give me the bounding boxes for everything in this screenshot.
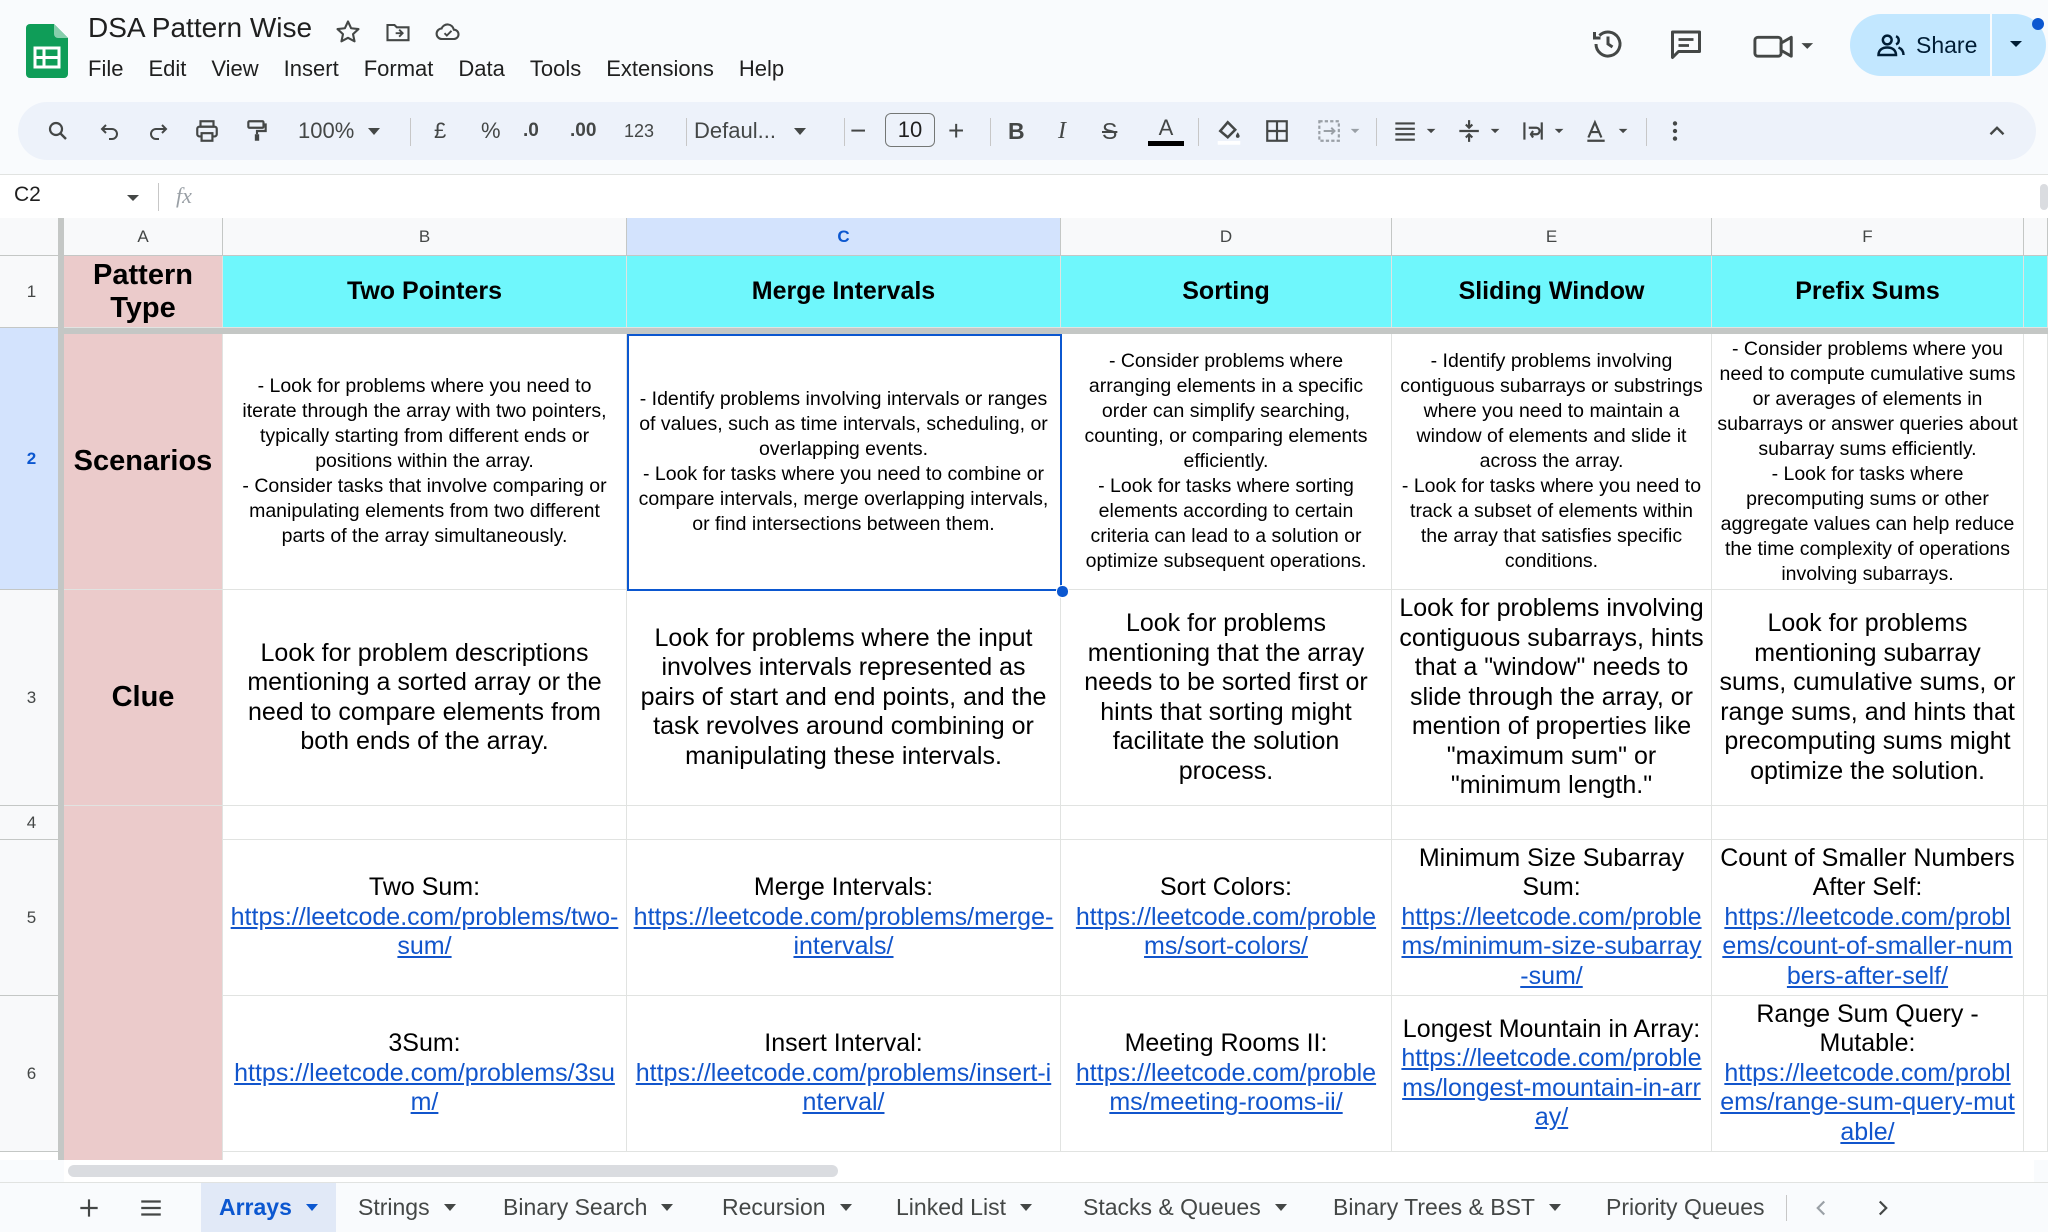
- problem-merge-intervals[interactable]: [627, 840, 1061, 996]
- problem-name: Two Sum:: [368, 873, 481, 902]
- header-prefix-sums[interactable]: Prefix Sums: [1712, 256, 2024, 328]
- clue-two-pointers[interactable]: Look for problem descriptions mentioning a sorted array or the need to compare elements from both ends of the array.: [223, 590, 627, 806]
- menu-extensions[interactable]: Extensions: [606, 56, 714, 81]
- empty-cell[interactable]: [2024, 334, 2048, 590]
- name-box[interactable]: [14, 183, 41, 207]
- menu-tools[interactable]: Tools: [529, 56, 582, 81]
- chevron-down-icon: [306, 1204, 318, 1211]
- tab-strings[interactable]: [358, 1183, 456, 1232]
- menu-help[interactable]: Help: [738, 56, 785, 81]
- row-header-4[interactable]: 4: [0, 806, 64, 840]
- problem-link[interactable]: https://leetcode.com/problems/count-of-smaller-numbers-after-self/: [1722, 902, 2013, 990]
- vertical-scrollbar[interactable]: [2040, 184, 2048, 210]
- bold-button[interactable]: B: [1008, 117, 1025, 144]
- all-sheets-icon[interactable]: [138, 1195, 164, 1221]
- empty-cell[interactable]: [1392, 806, 1712, 840]
- share-button[interactable]: [1850, 14, 2046, 76]
- undo-icon[interactable]: [98, 119, 122, 143]
- chevron-down-icon: [1275, 1204, 1287, 1211]
- clue-merge-intervals[interactable]: Look for problems where the input involves intervals represented as pairs of start and end points, and the task revolves around combining or manipulating these intervals.: [627, 590, 1061, 806]
- problem-name: 3Sum:: [388, 1029, 461, 1058]
- format-currency-button[interactable]: £: [434, 118, 447, 143]
- column-header-f[interactable]: F: [1712, 218, 2024, 256]
- tab-label: Binary Search: [503, 1194, 648, 1220]
- cloud-status-icon[interactable]: [434, 18, 462, 46]
- chevron-down-icon: [444, 1204, 456, 1211]
- font-value: Defaul...: [694, 118, 776, 143]
- chevron-down-icon: [840, 1204, 852, 1211]
- scenario-sorting[interactable]: - Consider problems where arranging elements in a specific order can simplify searching, counting, or comparing elements efficiently. - Look for tasks where sorting elements according to certain criteria can lead to a solution or optimize subsequent operations.: [1061, 334, 1392, 590]
- strikethrough-button[interactable]: S: [1102, 117, 1118, 144]
- vertical-align-icon[interactable]: [1456, 118, 1506, 144]
- more-formats-button[interactable]: 123: [624, 120, 655, 141]
- meet-icon[interactable]: [1752, 28, 1816, 64]
- select-all-corner[interactable]: [0, 218, 64, 256]
- decrease-decimal-button[interactable]: .0: [523, 120, 539, 141]
- empty-cell[interactable]: [2024, 806, 2048, 840]
- column-header-d[interactable]: D: [1061, 218, 1392, 256]
- problem-count-of-smaller-numbers[interactable]: [1712, 840, 2024, 996]
- problem-minimum-size-subarray-sum[interactable]: [1392, 840, 1712, 996]
- increase-decimal-button[interactable]: .00: [570, 120, 597, 141]
- horizontal-scrollbar[interactable]: [64, 1160, 2034, 1182]
- problem-name: Insert Interval:: [764, 1029, 923, 1058]
- empty-label-cell[interactable]: [64, 806, 223, 840]
- chevron-down-icon: [794, 128, 806, 135]
- text-rotation-icon[interactable]: [1584, 118, 1634, 144]
- scenario-prefix-sums[interactable]: - Consider problems where you need to compute cumulative sums or averages of elements in subarrays or answer queries about subarray sums efficiently. - Look for tasks where precomputing sums or other aggregate values can help reduce the time complexity of operations involving subarrays.: [1712, 334, 2024, 590]
- font-select[interactable]: [694, 102, 806, 160]
- empty-cell[interactable]: [2024, 840, 2048, 996]
- problem-link[interactable]: https://leetcode.com/problems/range-sum-query-mutable/: [1720, 1058, 2015, 1146]
- tab-label: Linked List: [896, 1194, 1006, 1220]
- version-history-icon[interactable]: [1590, 26, 1626, 62]
- decrease-font-size-button[interactable]: −: [850, 115, 867, 146]
- empty-cell[interactable]: [2024, 996, 2048, 1152]
- zoom-select[interactable]: [298, 102, 380, 160]
- italic-button[interactable]: I: [1058, 117, 1066, 144]
- empty-cell[interactable]: [2024, 590, 2048, 806]
- format-percent-button[interactable]: %: [481, 118, 501, 143]
- fx-icon: fx: [176, 183, 192, 208]
- chevron-down-icon: [368, 128, 380, 135]
- row-header-2[interactable]: 2: [0, 328, 64, 590]
- clue-prefix-sums[interactable]: Look for problems mentioning subarray sums, cumulative sums, or range sums, and hints that precomputing sums might optimize the solution.: [1712, 590, 2024, 806]
- problem-link[interactable]: https://leetcode.com/problems/meeting-rooms-ii/: [1075, 1058, 1377, 1117]
- scroll-tabs-left-icon[interactable]: [1808, 1195, 1834, 1221]
- tab-linked-list[interactable]: [896, 1183, 1032, 1232]
- problem-name: Sort Colors:: [1160, 873, 1292, 902]
- header-sliding-window[interactable]: Sliding Window: [1392, 256, 1712, 328]
- empty-cell[interactable]: [627, 806, 1061, 840]
- problem-name: Minimum Size Subarray Sum:: [1418, 843, 1685, 902]
- cell-reference: C2: [14, 183, 41, 206]
- problem-longest-mountain[interactable]: [1392, 996, 1712, 1152]
- scroll-tabs-right-icon[interactable]: [1870, 1195, 1896, 1221]
- problem-link[interactable]: https://leetcode.com/problems/two-sum/: [230, 902, 619, 961]
- menu-format[interactable]: Format: [363, 56, 434, 81]
- redo-icon[interactable]: [146, 119, 170, 143]
- horizontal-align-icon[interactable]: [1392, 118, 1442, 144]
- header-overflow-cell[interactable]: [2024, 256, 2048, 328]
- tab-label: Strings: [358, 1194, 430, 1220]
- zoom-value: 100%: [298, 118, 355, 143]
- tab-label: Stacks & Queues: [1083, 1194, 1261, 1220]
- name-box-dropdown-icon[interactable]: [126, 193, 140, 203]
- column-header-c[interactable]: C: [627, 218, 1061, 256]
- collapse-toolbar-icon[interactable]: [1984, 118, 2010, 144]
- tab-label: Recursion: [722, 1194, 826, 1220]
- problem-link[interactable]: https://leetcode.com/problems/3sum/: [234, 1058, 615, 1117]
- search-menus-icon[interactable]: [46, 119, 70, 143]
- problem-insert-interval[interactable]: [627, 996, 1061, 1152]
- row-header-3[interactable]: 3: [0, 590, 64, 806]
- column-header-b[interactable]: B: [223, 218, 627, 256]
- sheet-tab-bar: [0, 1182, 2048, 1232]
- empty-label-cell[interactable]: [64, 996, 223, 1160]
- scenarios-label[interactable]: Scenarios: [64, 334, 223, 590]
- column-header-next[interactable]: [2024, 218, 2048, 256]
- tab-binary-search[interactable]: [503, 1183, 673, 1232]
- text-color-swatch: [1148, 141, 1184, 146]
- tab-stacks-queues[interactable]: [1083, 1183, 1287, 1232]
- problem-link[interactable]: https://leetcode.com/problems/longest-mountain-in-array/: [1401, 1044, 1702, 1131]
- header-merge-intervals[interactable]: Merge Intervals: [627, 256, 1061, 328]
- document-title[interactable]: DSA Pattern Wise: [88, 12, 313, 43]
- star-icon[interactable]: [334, 18, 362, 46]
- fill-color-icon[interactable]: [1214, 116, 1244, 146]
- problem-name: Count of Smaller Numbers After Self:: [1720, 843, 2015, 902]
- problem-range-sum-query-mutable[interactable]: [1712, 996, 2024, 1152]
- menu-file[interactable]: File: [88, 56, 124, 81]
- problem-name: Merge Intervals:: [753, 873, 934, 902]
- borders-icon[interactable]: [1264, 118, 1290, 144]
- row-header-5[interactable]: 5: [0, 840, 64, 996]
- chevron-down-icon: [1549, 1204, 1561, 1211]
- tab-label: Priority Queues: [1606, 1194, 1765, 1220]
- tab-priority-queues[interactable]: [1606, 1183, 1765, 1232]
- problem-two-sum[interactable]: [223, 840, 627, 996]
- scenario-sliding-window[interactable]: - Identify problems involving contiguous subarrays or substrings where you need to maintain a window of elements and slide it across the array. - Look for tasks where you need to track a subset of elements within the array that satisfies specific conditions.: [1392, 334, 1712, 590]
- problem-meeting-rooms-ii[interactable]: [1061, 996, 1392, 1152]
- share-dropdown-icon[interactable]: [2008, 38, 2024, 50]
- clue-label[interactable]: Clue: [64, 590, 223, 806]
- paint-format-icon[interactable]: [244, 118, 270, 144]
- text-color-button[interactable]: A: [1148, 102, 1184, 160]
- menu-insert[interactable]: Insert: [283, 56, 339, 81]
- increase-font-size-button[interactable]: +: [948, 115, 965, 146]
- tab-label: Arrays: [219, 1194, 292, 1220]
- column-header-a[interactable]: A: [64, 218, 223, 256]
- clue-sorting[interactable]: Look for problems mentioning that the array needs to be sorted first or hints that sorting might facilitate the solution process.: [1061, 590, 1392, 806]
- fill-handle[interactable]: [1056, 585, 1069, 598]
- tab-label: Binary Trees & BST: [1333, 1194, 1535, 1220]
- pattern-type-label[interactable]: Pattern Type: [64, 256, 223, 328]
- comments-icon[interactable]: [1668, 26, 1704, 62]
- header-sorting[interactable]: Sorting: [1061, 256, 1392, 328]
- sheets-logo-icon[interactable]: [26, 24, 68, 78]
- header-two-pointers[interactable]: Two Pointers: [223, 256, 627, 328]
- row-header-6[interactable]: 6: [0, 996, 64, 1152]
- scenario-two-pointers[interactable]: - Look for problems where you need to iterate through the array with two pointers, typically starting from different ends or positions within the array. - Consider tasks that involve comparing or manipulating elements from two different parts of the array simultaneously.: [223, 334, 627, 590]
- tab-recursion[interactable]: [722, 1183, 852, 1232]
- clue-sliding-window[interactable]: Look for problems involving contiguous subarrays, hints that a "window" needs to slide through the array, or mention of properties like "maximum sum" or "minimum length.": [1392, 590, 1712, 806]
- scenario-merge-intervals[interactable]: - Identify problems involving intervals or ranges of values, such as time intervals, scheduling, or overlapping events. - Look for tasks where you need to combine or compare intervals, merge overlapping intervals, or find intersections between them.: [627, 334, 1061, 590]
- empty-label-cell[interactable]: [64, 840, 223, 996]
- horizontal-scroll-thumb[interactable]: [68, 1165, 838, 1177]
- problem-name: Meeting Rooms II:: [1124, 1029, 1328, 1058]
- share-label: Share: [1916, 31, 1978, 58]
- move-folder-icon[interactable]: [384, 18, 412, 46]
- more-options-icon[interactable]: [1662, 118, 1688, 144]
- toolbar: [18, 102, 2036, 160]
- notification-dot: [2032, 18, 2044, 30]
- formula-bar: [0, 174, 2048, 220]
- menu-view[interactable]: View: [211, 56, 259, 81]
- chevron-down-icon: [1020, 1204, 1032, 1211]
- problem-name: Longest Mountain in Array:: [1402, 1014, 1701, 1043]
- print-icon[interactable]: [194, 118, 220, 144]
- active-cell-selection: [627, 334, 1062, 591]
- merge-cells-icon[interactable]: [1316, 118, 1366, 144]
- chevron-down-icon: [661, 1204, 673, 1211]
- add-sheet-icon[interactable]: [76, 1195, 102, 1221]
- menu-bar: [88, 56, 809, 82]
- problem-3sum[interactable]: [223, 996, 627, 1152]
- spreadsheet-grid: [0, 218, 2048, 1160]
- empty-cell[interactable]: [1061, 806, 1392, 840]
- empty-cell[interactable]: [223, 806, 627, 840]
- empty-cell[interactable]: [1712, 806, 2024, 840]
- tab-binary-trees-bst[interactable]: [1333, 1183, 1561, 1232]
- problem-link[interactable]: https://leetcode.com/problems/merge-intervals/: [633, 902, 1054, 961]
- people-icon: [1876, 30, 1906, 60]
- menu-data[interactable]: Data: [458, 56, 505, 81]
- font-size-input[interactable]: 10: [885, 113, 935, 147]
- row-header-1[interactable]: 1: [0, 256, 64, 328]
- problem-sort-colors[interactable]: [1061, 840, 1392, 996]
- menu-edit[interactable]: Edit: [148, 56, 187, 81]
- tab-arrays[interactable]: [201, 1183, 336, 1232]
- column-header-e[interactable]: E: [1392, 218, 1712, 256]
- problem-link[interactable]: https://leetcode.com/problems/minimum-size-subarray-sum/: [1401, 902, 1702, 990]
- problem-name: Range Sum Query - Mutable:: [1756, 999, 1979, 1058]
- text-wrapping-icon[interactable]: [1520, 118, 1570, 144]
- problem-link[interactable]: https://leetcode.com/problems/sort-colors/: [1075, 902, 1377, 961]
- problem-link[interactable]: https://leetcode.com/problems/insert-interval/: [635, 1058, 1052, 1117]
